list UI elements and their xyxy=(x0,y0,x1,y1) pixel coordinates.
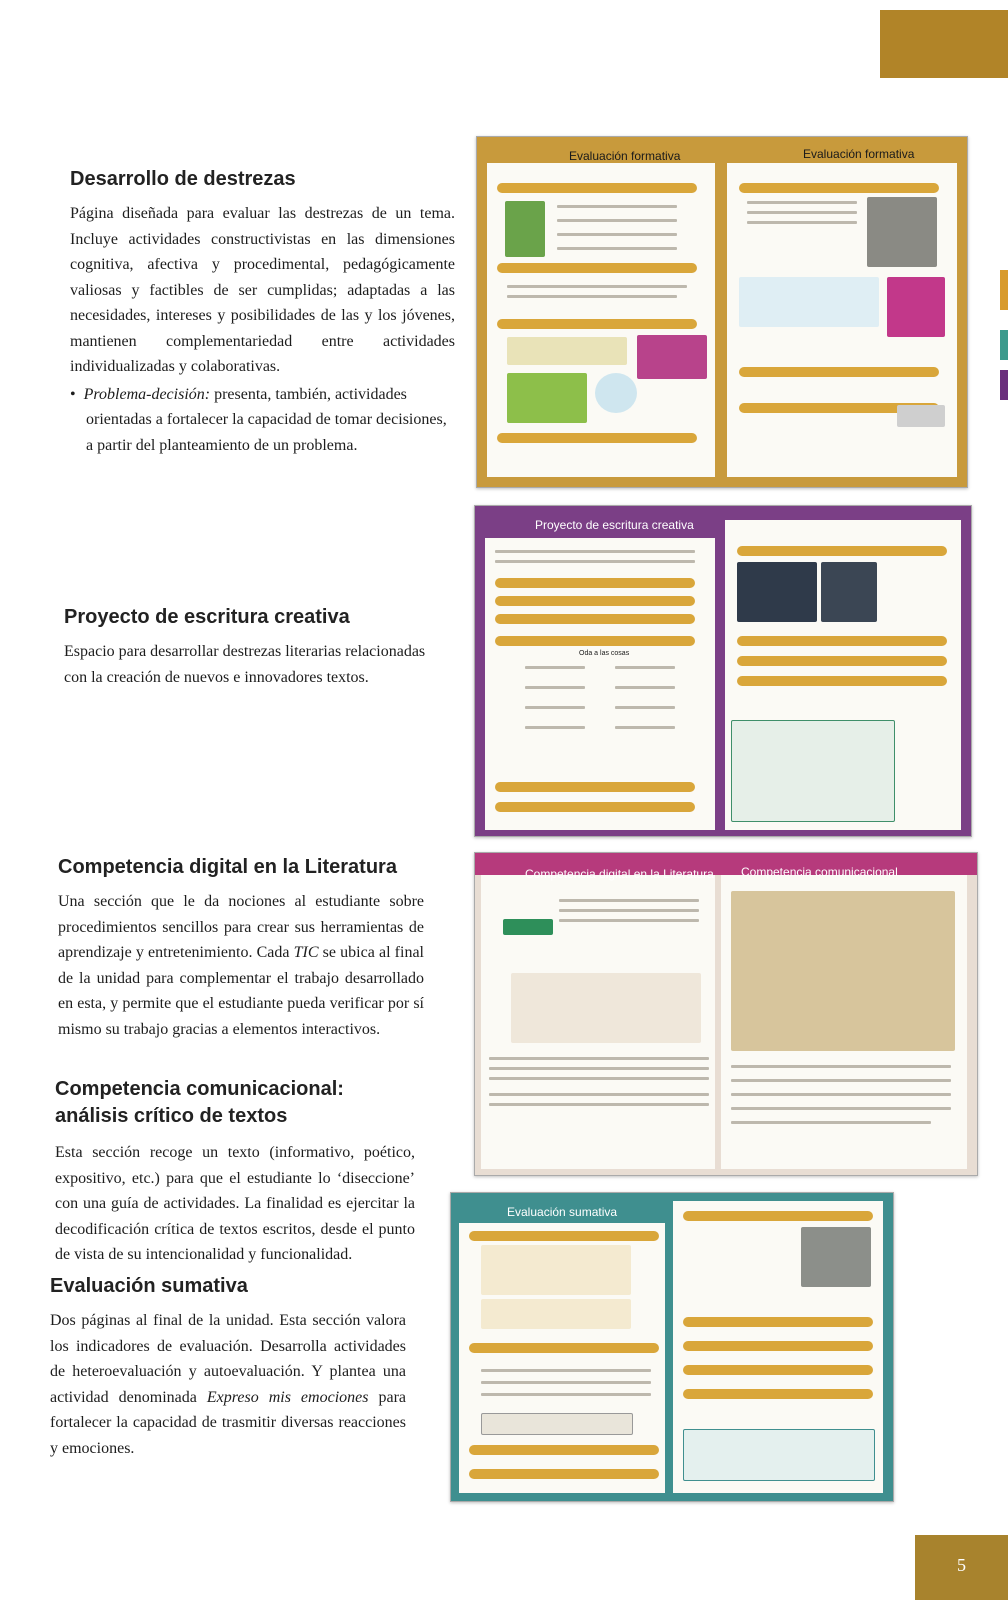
thumb-line xyxy=(557,233,677,236)
thumb-bar xyxy=(737,546,947,556)
thumb-line xyxy=(615,666,675,669)
thumb-line xyxy=(495,560,695,563)
section-digital xyxy=(58,856,424,1042)
thumb-bar xyxy=(683,1389,873,1399)
thumb-bar xyxy=(497,263,697,273)
thumb-line xyxy=(615,726,675,729)
thumb-bar xyxy=(497,183,697,193)
thumb-bar xyxy=(683,1317,873,1327)
thumb-poem-title: Oda a las cosas xyxy=(579,650,630,657)
thumb-bar xyxy=(737,676,947,686)
thumb-line xyxy=(615,686,675,689)
section-body: Una sección que le da nociones al estudiante sobre procedimientos sencillos para crear sus herramientas de aprendizaje y entretenimiento. Cada TIC se ubica al final de la unidad para complementar el trabajo desarrollado en esta, y permite que el estudiante pueda verificar por sí mismo su trabajo gracias a elementos interactivos. xyxy=(58,893,424,1038)
thumb-line xyxy=(557,219,677,222)
section-title: Desarrollo de destrezas xyxy=(70,168,296,190)
thumbnail-evaluacion-formativa xyxy=(476,136,968,488)
thumb-bar xyxy=(495,782,695,792)
thumb-line xyxy=(525,686,585,689)
thumb-line xyxy=(747,201,857,204)
thumb-table xyxy=(683,1429,875,1481)
thumb-photo-sunset xyxy=(737,562,817,622)
thumb-line xyxy=(481,1369,651,1372)
thumb-table xyxy=(731,720,895,822)
bullet-term: Problema-decisión: xyxy=(83,385,211,403)
thumb-line xyxy=(615,706,675,709)
thumb-title-right: Evaluación formativa xyxy=(803,147,915,161)
thumb-line xyxy=(507,295,677,298)
thumb-bar xyxy=(469,1469,659,1479)
thumb-box xyxy=(481,1299,631,1329)
thumb-line xyxy=(557,247,677,250)
thumb-line xyxy=(481,1381,651,1384)
thumb-bar xyxy=(495,802,695,812)
thumb-line xyxy=(731,1093,951,1096)
thumb-photo-couple xyxy=(739,277,879,327)
thumb-photo xyxy=(867,197,937,267)
thumb-table xyxy=(481,1413,633,1435)
thumb-box xyxy=(481,1245,631,1295)
thumb-bar xyxy=(683,1211,873,1221)
thumb-box-magenta xyxy=(887,277,945,337)
thumb-portrait-block xyxy=(731,891,955,1051)
section-body: Esta sección recoge un texto (informativo, poético, expositivo, etc.) para que el estudiante lo ‘diseccione’ con una guía de actividades. La finalidad es ejercitar la decodificación crítica de textos escritos, desde el punto de vista de su intencionalidad y funcionalidad. xyxy=(55,1144,415,1263)
thumb-box-green xyxy=(507,373,587,423)
thumb-bar xyxy=(737,656,947,666)
thumb-bar xyxy=(739,367,939,377)
section-sumativa xyxy=(50,1275,406,1461)
section-comunicacional xyxy=(55,1076,415,1268)
thumb-line xyxy=(525,726,585,729)
thumb-title-right: Competencia comunicacional xyxy=(741,865,898,879)
thumb-bar xyxy=(469,1445,659,1455)
thumb-bar xyxy=(737,636,947,646)
thumb-line xyxy=(559,919,699,922)
thumb-photo xyxy=(801,1227,871,1287)
thumb-line xyxy=(747,211,857,214)
section-body: Página diseñada para evaluar las destrezas de un tema. Incluye actividades constructivistas en las dimensiones cognitiva, afectiva y procedimental, pedagógicamente valiosas y factibles de ser cumplidas; adaptadas a las necesidades, intereses y posibilidades de las y los jóvenes, mantienen complementariedad entre actividades individualizadas y colaborativas. xyxy=(70,205,455,375)
thumb-logo xyxy=(503,919,553,935)
thumb-title-left: Evaluación formativa xyxy=(569,149,681,163)
section-body: Dos páginas al final de la unidad. Esta sección valora los indicadores de evaluación. Desarrolla actividades de heteroevaluación y autoevaluación. Y plantea una actividad denominada Expreso mis emociones para fortalecer la capacidad de trasmitir diversas reacciones y emociones. xyxy=(50,1312,407,1457)
thumb-line xyxy=(495,550,695,553)
thumb-line xyxy=(481,1393,651,1396)
thumb-line xyxy=(731,1107,951,1110)
thumb-table-labels xyxy=(505,201,545,257)
thumb-bar xyxy=(497,433,697,443)
section-title: Evaluación sumativa xyxy=(50,1275,248,1297)
thumb-line xyxy=(731,1065,951,1068)
thumb-bar xyxy=(469,1343,659,1353)
thumb-bar xyxy=(683,1341,873,1351)
thumb-bar xyxy=(495,578,695,588)
thumbnail-competencia xyxy=(474,852,978,1176)
thumb-bar xyxy=(683,1365,873,1375)
thumb-box xyxy=(507,337,627,365)
thumb-line xyxy=(507,285,687,288)
bullet-text: presenta, también, actividades orientadas a fortalecer la capacidad de tomar decisiones, a partir del planteamiento de un problema. xyxy=(86,385,447,454)
side-mark-orange xyxy=(1000,270,1008,310)
thumb-bar xyxy=(469,1231,659,1241)
thumb-line xyxy=(747,221,857,224)
thumb-line xyxy=(489,1067,709,1070)
thumb-title-left: Proyecto de escritura creativa xyxy=(535,518,694,532)
thumb-line xyxy=(489,1103,709,1106)
thumb-bar xyxy=(739,183,939,193)
thumb-title-left: Evaluación sumativa xyxy=(507,1205,618,1219)
page-number: 5 xyxy=(915,1535,1008,1600)
section-title: Competencia comunicacional: análisis crítico de textos xyxy=(55,1078,344,1127)
section-bullet: • Problema-decisión: presenta, también, actividades orientadas a fortalecer la capacidad de tomar decisiones, a partir del planteamiento de un problema. xyxy=(70,385,447,454)
thumb-bar xyxy=(495,636,695,646)
side-mark-teal xyxy=(1000,330,1008,360)
thumb-line xyxy=(731,1079,951,1082)
thumb-screenshot xyxy=(897,405,945,427)
thumb-diagram xyxy=(511,973,701,1043)
thumb-line xyxy=(525,706,585,709)
section-title: Proyecto de escritura creativa xyxy=(64,606,350,628)
thumb-olympic-image xyxy=(595,373,637,413)
thumb-bar xyxy=(497,319,697,329)
thumb-bar xyxy=(495,614,695,624)
thumb-line xyxy=(557,205,677,208)
thumb-bar xyxy=(495,596,695,606)
thumbnail-evaluacion-sumativa xyxy=(450,1192,894,1502)
thumb-photo-night xyxy=(821,562,877,622)
thumb-line xyxy=(525,666,585,669)
side-mark-purple xyxy=(1000,370,1008,400)
section-desarrollo xyxy=(70,168,455,458)
thumb-line xyxy=(489,1093,709,1096)
thumb-line xyxy=(489,1077,709,1080)
thumbnail-proyecto-escritura xyxy=(474,505,972,837)
thumb-line xyxy=(489,1057,709,1060)
thumb-line xyxy=(559,909,699,912)
section-title: Competencia digital en la Literatura xyxy=(58,856,397,878)
section-proyecto xyxy=(64,606,436,690)
thumb-line xyxy=(731,1121,931,1124)
thumb-title-left: Competencia digital en la Literatura xyxy=(525,867,714,881)
section-body: Espacio para desarrollar destrezas literarias relacionadas con la creación de nuevos e innovadores textos. xyxy=(64,643,426,686)
corner-tab xyxy=(880,10,1008,78)
thumb-box-magenta xyxy=(637,335,707,379)
thumb-line xyxy=(559,899,699,902)
